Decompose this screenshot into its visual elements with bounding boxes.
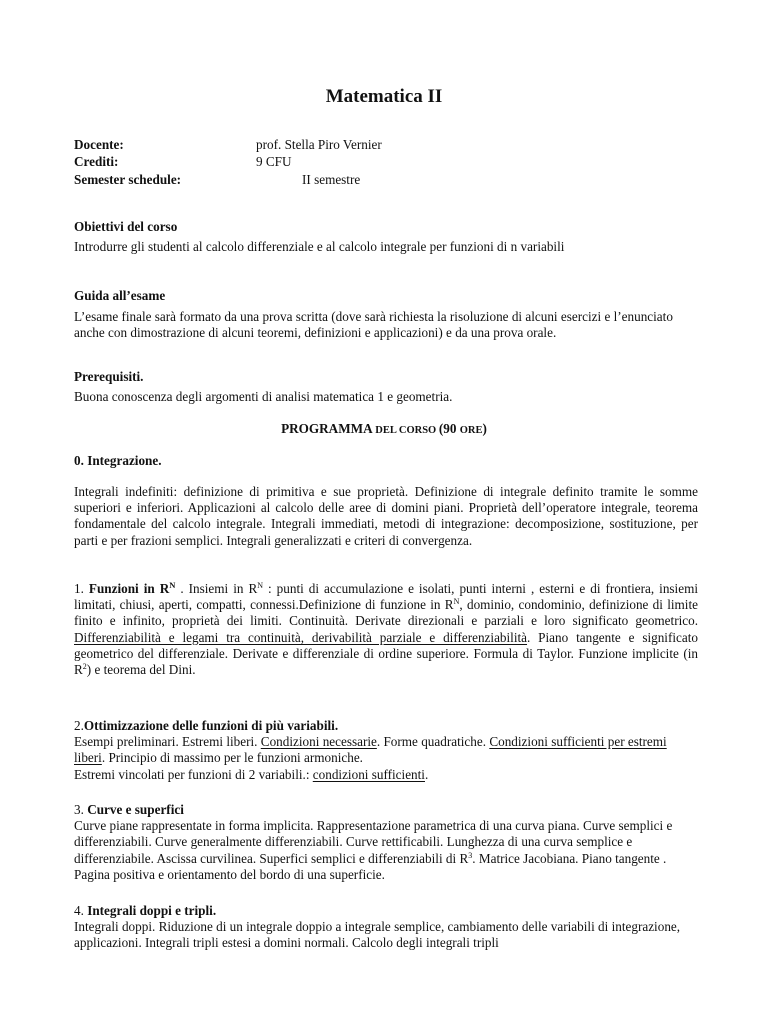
section1-sup-3: 2	[82, 662, 87, 672]
section1-number: 1.	[74, 581, 89, 596]
page-title: Matematica II	[325, 86, 443, 107]
section1-underlined-1: Differenziabilità e legami tra continuità, derivabilità parziale e differenziabilità	[74, 629, 528, 645]
section1-text-4: . Piano tangente e significato geometrico del differenziale. Derivate e differenziale di ordine superiore. Formula di Taylor. Funzione implicite (in R	[74, 629, 698, 678]
section2-text-5: .	[424, 766, 429, 782]
obiettivi-text: Introdurre gli studenti al calcolo differenziale e al calcolo integrale per funzioni di n variabili	[74, 239, 565, 254]
section2-underlined-3: condizioni sufficienti	[312, 766, 425, 782]
docente-label: Docente:	[74, 137, 124, 152]
section4-paragraph	[74, 903, 698, 952]
section3-text-2: . Matrice Jacobiana. Piano tangente . Pagina positiva e orientamento del bordo di una superficie.	[74, 850, 667, 882]
section3-number: 3.	[74, 802, 88, 817]
section2-paragraph	[74, 718, 698, 783]
section1-text-2: : punti di accumulazione e isolati, punti interni , esterni e di frontiera, insiemi limitati, chiusi, aperti, compatti, connessi.Definizione di funzione in R	[74, 581, 698, 613]
section2-text-3: . Principio di massimo per le funzioni armoniche.	[101, 750, 363, 766]
prerequisiti-heading: Prerequisiti.	[74, 369, 144, 384]
section2-heading: Ottimizzazione delle funzioni di più variabili.	[83, 718, 339, 733]
section0-text: Integrali indefiniti: definizione di primitiva e sue proprietà. Definizione di integrale definito tramite le somme superiori e inferiori. Applicazioni al calcolo delle aree di domini piani. Proprietà dell’operatore integrale, teorema fondamentale del calcolo integrale. Integrali immediati, metodi di integrazione: decomposizione, sostituzione, per parti e per frazioni semplici. Integrali generalizzati e criteri di convergenza.	[74, 484, 698, 548]
section2-number: 2.	[74, 718, 84, 733]
section1-sup-1: N	[257, 581, 264, 590]
section2-text-4: Estremi vincolati per funzioni di 2 variabili.:	[74, 766, 313, 782]
section1-text-5: ) e teorema del Dini.	[86, 662, 196, 678]
section2-underlined-2: Condizioni sufficienti per estremi liberi	[74, 734, 667, 766]
section1-text-1: . Insiemi in R	[175, 581, 258, 596]
section4-heading: Integrali doppi e tripli.	[87, 903, 217, 918]
section4-number: 4.	[74, 903, 88, 918]
programma-ore: ORE	[459, 425, 483, 436]
section1-sup-2: N	[453, 597, 460, 607]
programma-heading	[74, 421, 694, 437]
section1-text-3: , dominio, condominio, definizione di limite finito e infinito, proprietà dei limiti. Continuità. Derivate direzionali e parziali e loro significato geometrico.	[74, 597, 698, 629]
section3-heading: Curve e superfici	[87, 802, 184, 817]
programma-word: PROGRAMMA	[281, 421, 373, 436]
section0-heading: 0. Integrazione.	[74, 453, 162, 468]
section1-heading-sup: N	[169, 580, 176, 590]
semester-label: Semester schedule:	[74, 172, 182, 187]
section3-sup-1: 3	[468, 850, 473, 860]
programma-del-corso: DEL CORSO	[372, 425, 439, 436]
semester-value: II semestre	[302, 172, 361, 187]
guida-heading: Guida all’esame	[74, 288, 166, 303]
section3-text-1: Curve piane rappresentate in forma implicita. Rappresentazione parametrica di una curva piana. Curve semplici e differenziabili. Curve generalmente differenziabili. Curve rettificabili. Lunghezza di una curva semplice e differenziabile. Ascissa curvilinea. Superfici semplici e differenziabili di R	[74, 818, 673, 866]
docente-value: prof. Stella Piro Vernier	[256, 137, 382, 152]
obiettivi-heading: Obiettivi del corso	[74, 219, 178, 234]
section2-text-2: . Forme quadratiche.	[376, 734, 490, 750]
guida-text: L’esame finale sarà formato da una prova scritta (dove sarà richiesta la risoluzione di alcuni esercizi e l’enunciato anche con dimostrazione di alcuni teoremi, definizioni e applicazioni) e da una prova orale.	[74, 309, 673, 341]
section1-heading: Funzioni in R	[88, 581, 170, 596]
section4-text-1: Integrali doppi. Riduzione di un integrale doppio a integrale semplice, cambiamento delle variabili di integrazione, applicazioni. Integrali tripli estesi a domini normali. Calcolo degli integrali tripli	[74, 919, 681, 951]
programma-hours-open: (90	[438, 421, 460, 436]
prerequisiti-text: Buona conoscenza degli argomenti di analisi matematica 1 e geometria.	[74, 389, 453, 404]
section3-paragraph	[74, 802, 698, 883]
section2-text-1: Esempi preliminari. Estremi liberi.	[74, 734, 261, 750]
section2-underlined-1: Condizioni necessarie	[260, 734, 377, 750]
crediti-value: 9 CFU	[256, 154, 292, 169]
crediti-label: Crediti:	[74, 154, 119, 169]
section1-paragraph	[74, 581, 698, 678]
programma-hours-close: )	[482, 421, 487, 436]
